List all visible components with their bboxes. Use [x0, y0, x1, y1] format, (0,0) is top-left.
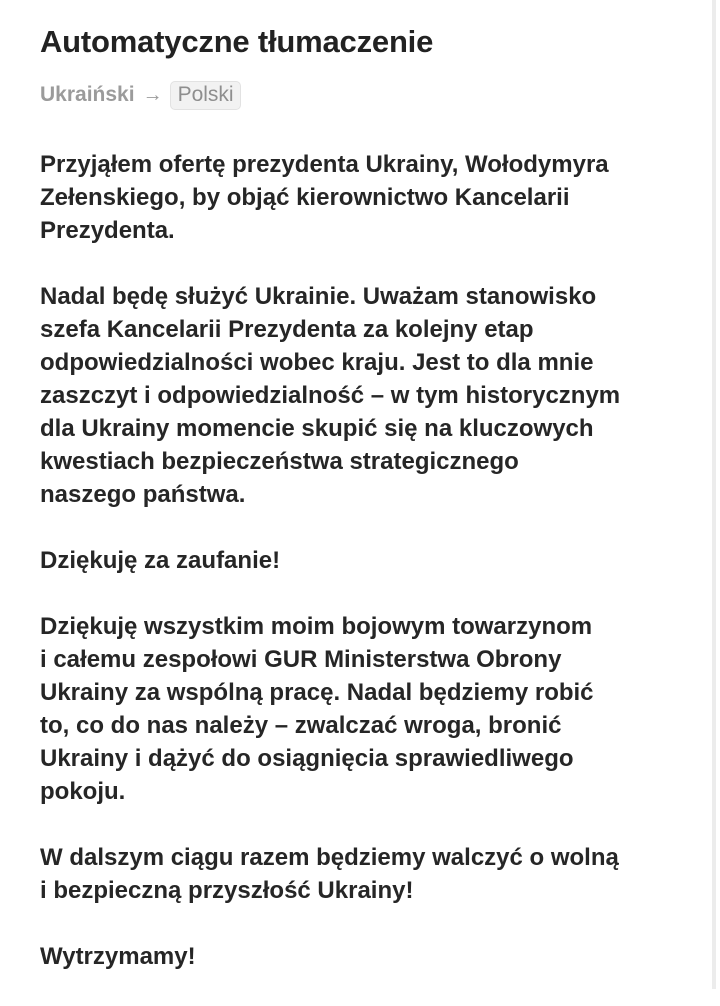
translation-line: W dalszym ciągu razem będziemy walczyć o wolną — [40, 844, 619, 871]
translation-line: i całemu zespołowi GUR Ministerstwa Obrony — [40, 646, 562, 673]
translation-line: Prezydenta. — [40, 217, 175, 244]
translation-paragraph — [40, 610, 700, 808]
translation-paragraph — [40, 940, 700, 973]
translation-paragraph — [40, 544, 700, 577]
translation-line: pokoju. — [40, 778, 126, 805]
translation-line: Ukrainy i dążyć do osiągnięcia sprawiedliwego — [40, 745, 574, 772]
translation-line: szefa Kancelarii Prezydenta za kolejny etap — [40, 316, 534, 343]
language-selector-row — [40, 80, 241, 110]
translation-paragraph — [40, 841, 700, 907]
translation-paragraph — [40, 148, 700, 247]
translation-line: kwestiach bezpieczeństwa strategicznego — [40, 448, 519, 475]
translation-line: dla Ukrainy momencie skupić się na kluczowych — [40, 415, 594, 442]
translation-line: Nadal będę służyć Ukrainie. Uważam stanowisko — [40, 283, 597, 310]
translation-line: Dziękuję wszystkim moim bojowym towarzynom — [40, 613, 593, 640]
translation-line: Dziękuję za zaufanie! — [40, 547, 281, 574]
translation-line: Przyjąłem ofertę prezydenta Ukrainy, Wołodymyra — [40, 151, 609, 178]
translation-line: to, co do nas należy – zwalczać wroga, bronić — [40, 712, 562, 739]
source-language-label: Ukraiński — [40, 83, 135, 106]
translation-line: Ukrainy za wspólną pracę. Nadal będziemy robić — [40, 679, 594, 706]
translation-paragraph — [40, 280, 700, 511]
translation-line: zaszczyt i odpowiedzialność – w tym historycznym — [40, 382, 621, 409]
translation-line: naszego państwa. — [40, 481, 246, 508]
target-language-chip[interactable]: Polski — [170, 81, 241, 110]
translation-line: Zełenskiego, by objąć kierownictwo Kancelarii — [40, 184, 570, 211]
translation-line: i bezpieczną przyszłość Ukrainy! — [40, 877, 414, 904]
page-title: Automatyczne tłumaczenie — [40, 24, 434, 59]
arrow-right-icon: → — [142, 84, 163, 106]
translated-text — [40, 148, 700, 1006]
translation-line: odpowiedzialności wobec kraju. Jest to dla mnie — [40, 349, 594, 376]
translation-line: Wytrzymamy! — [40, 943, 196, 970]
